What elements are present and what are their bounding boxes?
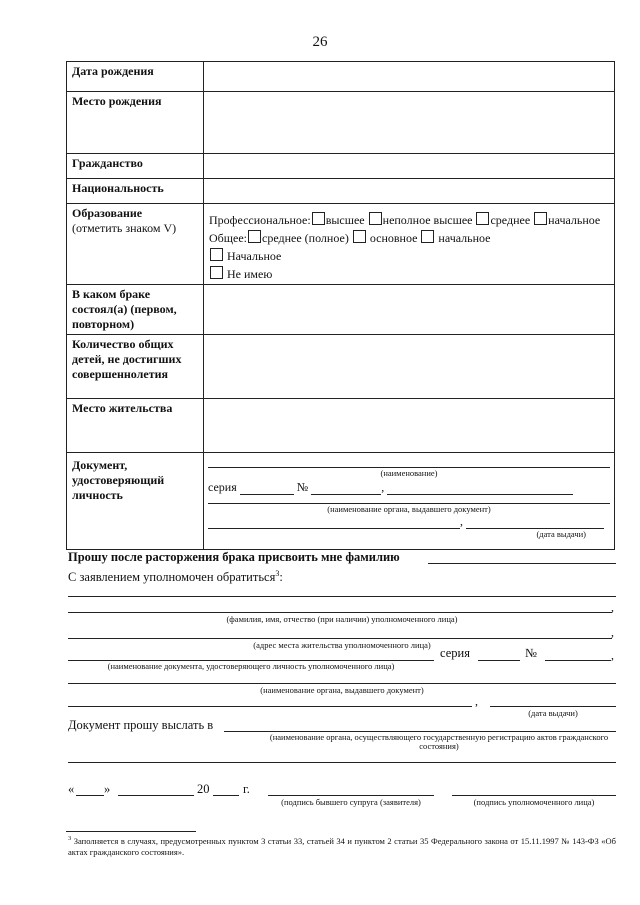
authorized-number-label: №: [525, 646, 537, 660]
authorized-date-field[interactable]: [490, 706, 616, 707]
id-number-label: №: [296, 479, 309, 494]
spouse-signature-field[interactable]: [268, 795, 434, 796]
authorized-number-field[interactable]: [545, 660, 611, 661]
id-comma-2: ,: [460, 514, 463, 529]
field-citizenship[interactable]: [204, 154, 615, 179]
id-series-field[interactable]: [240, 482, 294, 495]
id-issuer-line-2[interactable]: [208, 516, 460, 529]
option-general-primary: начальное: [438, 231, 491, 245]
auth-signature-field[interactable]: [452, 795, 616, 796]
checkbox-incomplete-higher[interactable]: [369, 212, 382, 225]
id-name-caption: (наименование): [380, 468, 438, 478]
option-secondary-full: среднее (полное): [262, 231, 349, 245]
authorized-doc-caption: (наименование документа, удостоверяющего личность уполномоченного лица): [107, 661, 395, 671]
checkbox-basic[interactable]: [353, 230, 366, 243]
field-children[interactable]: [204, 335, 615, 399]
authorized-issuer-line[interactable]: [68, 683, 616, 684]
date-month-field[interactable]: [118, 795, 194, 796]
authorized-fio-comma: ,: [611, 600, 614, 614]
checkbox-secondary-full[interactable]: [248, 230, 261, 243]
field-marriage[interactable]: [204, 285, 615, 335]
applicant-info-table: [66, 61, 615, 550]
id-name-line[interactable]: [208, 461, 610, 468]
authorized-fio-line[interactable]: [68, 612, 612, 613]
checkbox-primary[interactable]: [534, 212, 547, 225]
field-id-document: [204, 453, 615, 550]
option-secondary: среднее: [490, 213, 531, 227]
label-nationality: Национальность: [67, 179, 204, 204]
footnote-text: Заполняется в случаях, предусмотренных пунктом 3 статьи 33, статьей 34 и пунктом 2 статьи 35 Федерального закона от 15.11.1997 № 143-ФЗ «Об актах гражданского состояния».: [68, 835, 616, 858]
id-date-caption: (дата выдачи): [536, 529, 586, 540]
footnote-mark: 3: [68, 835, 72, 842]
auth-signature-caption: (подпись уполномоченного лица): [473, 797, 595, 807]
spouse-signature-caption: (подпись бывшего супруга (заявителя): [281, 797, 421, 807]
id-series-label: серия: [208, 479, 237, 494]
surname-request-label: Прошу после расторжения брака присвоить мне фамилию: [68, 550, 400, 564]
option-basic: основное: [369, 231, 418, 245]
label-marriage: В каком браке состоял(а) (первом, повторном): [67, 285, 204, 335]
id-issuer-line[interactable]: [208, 495, 610, 504]
field-birth-date[interactable]: [204, 62, 615, 92]
id-number-field[interactable]: [311, 482, 381, 495]
send-doc-caption: (наименование органа, осуществляющего государственную регистрацию актов гражданского состояния): [269, 732, 609, 752]
id-extra-field[interactable]: [387, 482, 573, 495]
authorized-intro: С заявлением уполномочен обратиться$^3$:: [68, 569, 283, 585]
checkbox-secondary[interactable]: [476, 212, 489, 225]
option-incomplete-higher: неполное высшее: [382, 213, 473, 227]
authorized-address-caption: (адрес места жительства уполномоченного лица): [253, 640, 431, 650]
surname-field[interactable]: [428, 563, 616, 564]
footnote-ref: 3: [275, 569, 280, 578]
option-higher: высшее: [325, 213, 365, 227]
authorized-address-line[interactable]: [68, 638, 612, 639]
date-open-quote: «: [68, 782, 75, 796]
authorized-fio-caption: (фамилия, имя, отчество (при наличии) уполномоченного лица): [226, 614, 458, 624]
date-year-prefix: 20: [197, 782, 210, 796]
footnote-separator: [66, 831, 196, 832]
prof-label: Профессиональное:: [209, 213, 311, 227]
label-birth-date: Дата рождения: [67, 62, 204, 92]
field-birth-place[interactable]: [204, 92, 615, 154]
send-doc-line-2[interactable]: [68, 762, 616, 763]
date-g: г.: [243, 782, 250, 796]
label-residence: Место жительства: [67, 399, 204, 453]
id-issuer-caption: (наименование органа, выдавшего документ): [327, 503, 491, 514]
field-nationality[interactable]: [204, 179, 615, 204]
label-citizenship: Гражданство: [67, 154, 204, 179]
authorized-address-comma: ,: [611, 625, 614, 639]
field-education: [204, 204, 615, 285]
authorized-series-field[interactable]: [478, 660, 520, 661]
authorized-issuer-line-2[interactable]: [68, 706, 472, 707]
option-none: Не имею: [227, 267, 273, 281]
label-birth-place: Место рождения: [67, 92, 204, 154]
label-children: Количество общих детей, не достигших совершеннолетия: [67, 335, 204, 399]
footnote: [68, 835, 616, 859]
date-day-field[interactable]: [76, 795, 104, 796]
authorized-series-label: серия: [440, 646, 470, 660]
checkbox-general-primary[interactable]: [421, 230, 434, 243]
education-title: Образование: [72, 206, 143, 220]
option-initial: Начальное: [227, 249, 282, 263]
label-education: [67, 204, 204, 285]
authorized-line-1[interactable]: [68, 596, 616, 597]
education-note: (отметить знаком V): [72, 221, 177, 235]
authorized-date-comma: ,: [475, 694, 478, 708]
send-doc-label: Документ прошу выслать в: [68, 718, 214, 732]
checkbox-higher[interactable]: [312, 212, 325, 225]
date-close-quote: »: [104, 782, 111, 796]
page-number: 26: [312, 34, 328, 50]
id-date-field[interactable]: [466, 516, 604, 529]
authorized-number-comma: ,: [611, 648, 614, 662]
authorized-issuer-caption: (наименование органа, выдавшего документ): [260, 685, 424, 695]
option-primary: начальное: [548, 213, 601, 227]
general-label: Общее:: [209, 231, 247, 245]
date-year-field[interactable]: [213, 795, 239, 796]
field-residence[interactable]: [204, 399, 615, 453]
checkbox-initial[interactable]: [210, 248, 223, 261]
checkbox-none[interactable]: [210, 266, 223, 279]
label-id-document: Документ, удостоверяющий личность: [67, 453, 204, 550]
id-comma: ,: [381, 479, 385, 494]
authorized-date-caption: (дата выдачи): [528, 708, 578, 718]
